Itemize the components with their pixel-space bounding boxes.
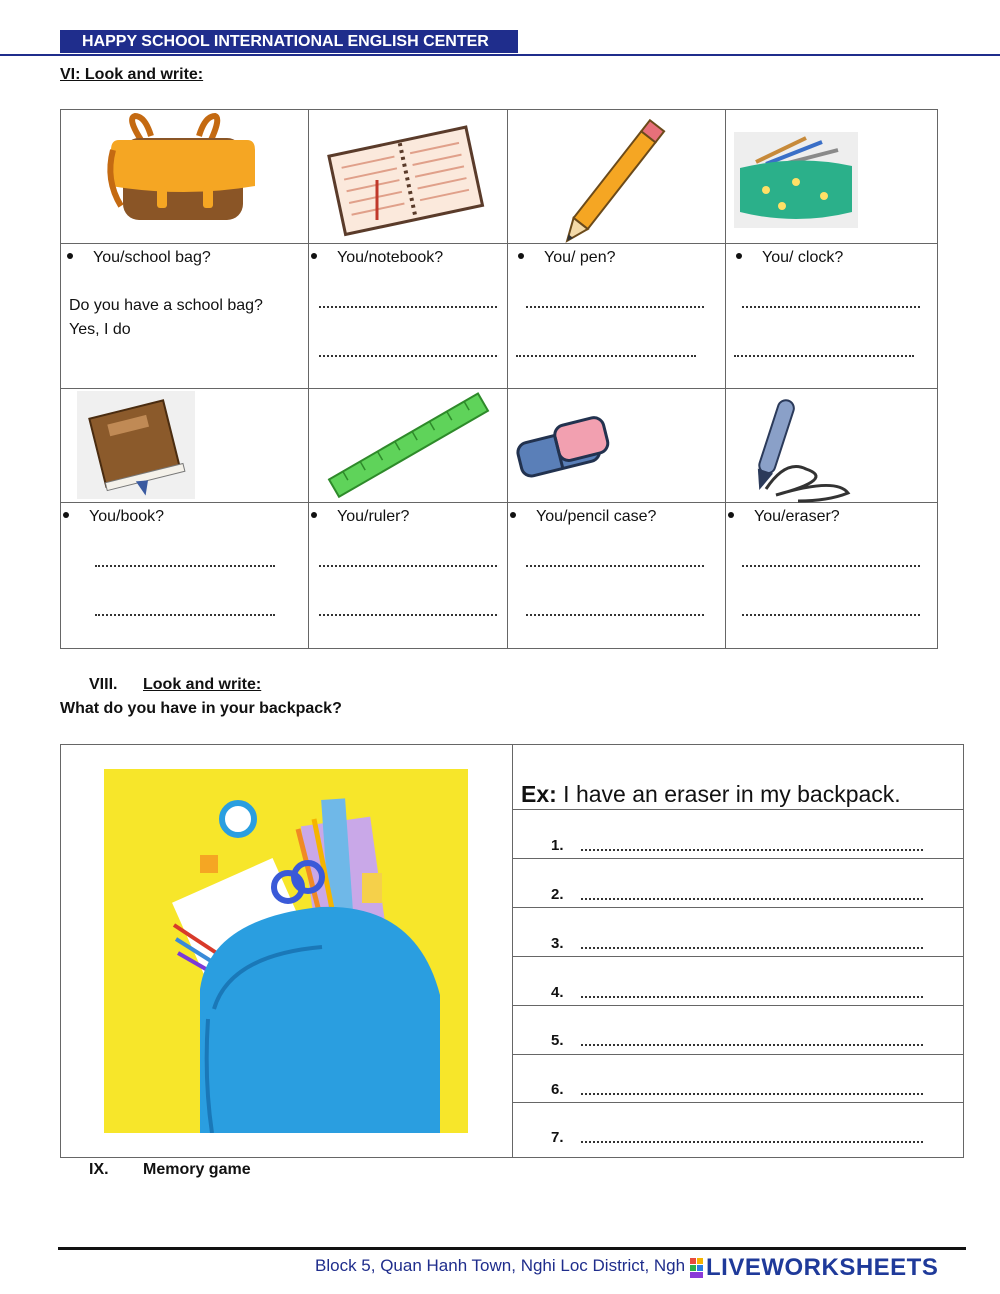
- answer-line[interactable]: [581, 1093, 923, 1095]
- cell-image-pencil: [508, 110, 726, 244]
- answer-line[interactable]: [734, 355, 914, 357]
- footer-rule: [58, 1247, 966, 1250]
- cell-question-4: [726, 244, 938, 389]
- bullet-icon: [63, 512, 69, 518]
- answer-line[interactable]: [581, 996, 923, 998]
- cell-image-eraser: [508, 389, 726, 503]
- cell-question-1: [61, 244, 309, 389]
- footer-address: Block 5, Quan Hanh Town, Nghi Loc District, Ngh: [315, 1256, 686, 1275]
- row-line: [513, 1054, 964, 1055]
- cell-image-school-bag: [61, 110, 309, 244]
- question-label: You/ clock?: [762, 249, 844, 266]
- answer-line[interactable]: [581, 1141, 923, 1143]
- example-question: Do you have a school bag?: [69, 297, 263, 314]
- school-bag-icon: [61, 110, 309, 244]
- example-sentence: [521, 781, 901, 808]
- bullet-icon: [510, 512, 516, 518]
- bullet-icon: [736, 253, 742, 259]
- item-number: 1.: [551, 837, 564, 854]
- header-rule: [0, 54, 1000, 56]
- example-label: Ex:: [521, 781, 557, 807]
- question-label: You/school bag?: [93, 249, 211, 266]
- cell-question-5: [61, 503, 309, 649]
- answer-line[interactable]: [319, 306, 497, 308]
- section9-title: Memory game: [143, 1161, 251, 1178]
- answer-line[interactable]: [319, 614, 497, 616]
- book-icon: [61, 389, 309, 503]
- backpack-photo: [104, 769, 468, 1133]
- bullet-icon: [67, 253, 73, 259]
- answer-line[interactable]: [319, 355, 497, 357]
- ruler-icon: [309, 389, 508, 503]
- question-label: You/ruler?: [337, 508, 410, 525]
- bullet-icon: [311, 253, 317, 259]
- cell-question-2: [309, 244, 508, 389]
- question-label: You/book?: [89, 508, 165, 525]
- row-line: [513, 1005, 964, 1006]
- cell-image-pencil-case: [726, 110, 938, 244]
- liveworksheets-logo-icon: [690, 1258, 704, 1278]
- row-line: [513, 907, 964, 908]
- row-line: [513, 956, 964, 957]
- section6-title: VI: Look and write:: [60, 66, 204, 83]
- cell-image-pen: [726, 389, 938, 503]
- item-number: 7.: [551, 1129, 564, 1146]
- answer-line[interactable]: [742, 565, 920, 567]
- header-band: [60, 30, 518, 53]
- section8-question: What do you have in your backpack?: [60, 700, 342, 717]
- cell-question-6: [309, 503, 508, 649]
- answer-line[interactable]: [526, 306, 704, 308]
- question-label: You/notebook?: [337, 249, 444, 266]
- cell-question-7: [508, 503, 726, 649]
- look-and-write-table: [60, 109, 938, 649]
- answer-line[interactable]: [526, 565, 704, 567]
- item-number: 5.: [551, 1032, 564, 1049]
- column-divider: [512, 745, 513, 1157]
- eraser-icon: [508, 389, 726, 503]
- answer-line[interactable]: [581, 1044, 923, 1046]
- bullet-icon: [728, 512, 734, 518]
- cell-question-3: [508, 244, 726, 389]
- answer-line[interactable]: [742, 306, 920, 308]
- cell-image-ruler: [309, 389, 508, 503]
- answer-line[interactable]: [581, 849, 923, 851]
- bullet-icon: [518, 253, 524, 259]
- example-answer: Yes, I do: [69, 321, 131, 338]
- cell-image-book: [61, 389, 309, 503]
- item-number: 6.: [551, 1081, 564, 1098]
- cell-image-notebook: [309, 110, 508, 244]
- bullet-icon: [311, 512, 317, 518]
- answer-line[interactable]: [742, 614, 920, 616]
- pencil-icon: [508, 110, 726, 244]
- answer-line[interactable]: [581, 898, 923, 900]
- section8-number: VIII.: [89, 676, 118, 693]
- answer-line[interactable]: [516, 355, 696, 357]
- example-text: I have an eraser in my backpack.: [556, 781, 901, 807]
- answer-line[interactable]: [95, 565, 275, 567]
- section9-number: IX.: [89, 1161, 109, 1178]
- answer-line[interactable]: [95, 614, 275, 616]
- notebook-icon: [309, 110, 508, 244]
- liveworksheets-brand[interactable]: LIVEWORKSHEETS: [706, 1254, 939, 1281]
- answer-line[interactable]: [319, 565, 497, 567]
- cell-question-8: [726, 503, 938, 649]
- row-line: [513, 1102, 964, 1103]
- item-number: 4.: [551, 984, 564, 1001]
- answer-line[interactable]: [526, 614, 704, 616]
- question-label: You/eraser?: [754, 508, 840, 525]
- section8-title: Look and write:: [143, 676, 262, 693]
- row-line: [513, 809, 964, 810]
- question-label: You/ pen?: [544, 249, 616, 266]
- answer-line[interactable]: [581, 947, 923, 949]
- item-number: 2.: [551, 886, 564, 903]
- item-number: 3.: [551, 935, 564, 952]
- pencil-case-icon: [726, 110, 938, 244]
- header-title: HAPPY SCHOOL INTERNATIONAL ENGLISH CENTER: [82, 33, 489, 50]
- row-line: [513, 858, 964, 859]
- pen-icon: [726, 389, 938, 503]
- backpack-table: [60, 744, 964, 1158]
- question-label: You/pencil case?: [536, 508, 657, 525]
